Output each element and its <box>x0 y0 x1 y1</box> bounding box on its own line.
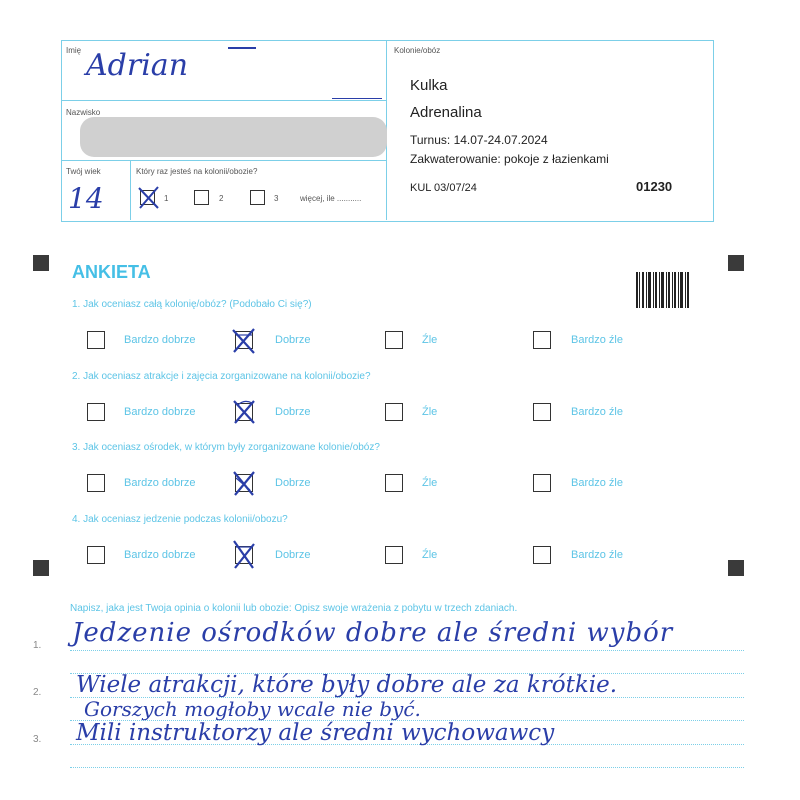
option-label: Źle <box>422 549 438 561</box>
visit-count-option-label: 2 <box>219 194 224 203</box>
q4-option-bardzo-dobrze-checkbox[interactable] <box>87 546 105 564</box>
camp-number: 01230 <box>636 179 673 194</box>
first-name-value[interactable]: Adrian <box>86 48 189 83</box>
header-row-line <box>61 100 387 101</box>
last-name-redaction <box>80 117 387 157</box>
option-label: Bardzo dobrze <box>124 406 196 418</box>
first-name-underline <box>332 98 382 99</box>
age-value[interactable]: 14 <box>68 182 104 215</box>
checkmark-icon <box>230 397 258 427</box>
barcode-icon <box>636 272 690 310</box>
option-label: Dobrze <box>275 477 311 489</box>
q1-option-bardzo-zle-checkbox[interactable] <box>533 331 551 349</box>
option-label: Dobrze <box>275 406 311 418</box>
line-number: 3. <box>33 734 42 745</box>
q2-option-bardzo-zle-checkbox[interactable] <box>533 403 551 421</box>
q3-option-bardzo-dobrze-checkbox[interactable] <box>87 474 105 492</box>
camp-accommodation: Zakwaterowanie: pokoje z łazienkami <box>410 152 609 166</box>
option-label: Bardzo źle <box>571 334 623 346</box>
option-label: Źle <box>422 334 438 346</box>
q3-option-zle-checkbox[interactable] <box>385 474 403 492</box>
checkmark-icon <box>230 538 258 572</box>
q1-option-zle-checkbox[interactable] <box>385 331 403 349</box>
q2-option-bardzo-dobrze-checkbox[interactable] <box>87 403 105 421</box>
visit-count-option-2-checkbox[interactable] <box>194 190 209 205</box>
header-age-divider <box>130 160 131 220</box>
q1-option-bardzo-dobrze-checkbox[interactable] <box>87 331 105 349</box>
opinion-answer-line[interactable]: Mili instruktorzy ale średni wychowawcy <box>76 720 555 746</box>
opinion-answer-line[interactable]: Jedzenie ośrodków dobre ale średni wybór <box>72 618 674 648</box>
first-name-label: Imię <box>66 46 82 55</box>
line-number: 1. <box>33 640 42 651</box>
question-3: 3. Jak oceniasz ośrodek, w którym były zorganizowane kolonie/obóz? <box>72 442 380 453</box>
camp-label: Kolonie/obóz <box>394 46 441 55</box>
question-1: 1. Jak oceniasz całą kolonię/obóz? (Podobało Ci się?) <box>72 299 312 310</box>
camp-name-line2: Adrenalina <box>410 104 482 121</box>
camp-turnus: Turnus: 14.07-24.07.2024 <box>410 133 548 147</box>
visit-count-checkmark-icon <box>136 185 162 211</box>
option-label: Bardzo dobrze <box>124 334 196 346</box>
opinion-prompt: Napisz, jaka jest Twoja opinia o kolonii lub obozie: Opisz swoje wrażenia z pobytu w trzech zdaniach. <box>70 603 518 614</box>
opinion-answer-line[interactable]: Gorszych mogłoby wcale nie być. <box>84 697 421 721</box>
corner-marker <box>33 255 49 271</box>
option-label: Dobrze <box>275 334 311 346</box>
visit-count-label: Który raz jesteś na kolonii/obozie? <box>136 167 258 176</box>
question-2: 2. Jak oceniasz atrakcje i zajęcia zorganizowane na kolonii/obozie? <box>72 371 371 382</box>
opinion-answer-line[interactable]: Wiele atrakcji, które były dobre ale za krótkie. <box>76 672 618 698</box>
visit-count-option-label: 1 <box>164 194 169 203</box>
q4-option-bardzo-zle-checkbox[interactable] <box>533 546 551 564</box>
option-label: Bardzo dobrze <box>124 477 196 489</box>
option-label: Bardzo źle <box>571 406 623 418</box>
checkmark-icon <box>230 468 258 498</box>
option-label: Bardzo źle <box>571 477 623 489</box>
writing-line <box>70 767 744 768</box>
survey-title: ANKIETA <box>72 262 151 282</box>
last-name-label: Nazwisko <box>66 108 101 117</box>
option-label: Bardzo źle <box>571 549 623 561</box>
question-4: 4. Jak oceniasz jedzenie podczas kolonii/obozu? <box>72 514 288 525</box>
first-name-underline <box>228 47 256 49</box>
header-row-line <box>61 160 387 161</box>
option-label: Dobrze <box>275 549 311 561</box>
q2-option-zle-checkbox[interactable] <box>385 403 403 421</box>
corner-marker <box>728 560 744 576</box>
camp-name-line1: Kulka <box>410 77 448 94</box>
q3-option-bardzo-zle-checkbox[interactable] <box>533 474 551 492</box>
option-label: Bardzo dobrze <box>124 549 196 561</box>
checkmark-icon <box>230 326 258 356</box>
visit-count-option-3-checkbox[interactable] <box>250 190 265 205</box>
line-number: 2. <box>33 687 42 698</box>
camp-code: KUL 03/07/24 <box>410 182 477 194</box>
age-label: Twój wiek <box>66 167 101 176</box>
option-label: Źle <box>422 477 438 489</box>
corner-marker <box>33 560 49 576</box>
option-label: Źle <box>422 406 438 418</box>
visit-count-more-label: więcej, ile ........... <box>300 194 362 203</box>
writing-line <box>70 650 744 651</box>
visit-count-option-label: 3 <box>274 194 279 203</box>
corner-marker <box>728 255 744 271</box>
q4-option-zle-checkbox[interactable] <box>385 546 403 564</box>
